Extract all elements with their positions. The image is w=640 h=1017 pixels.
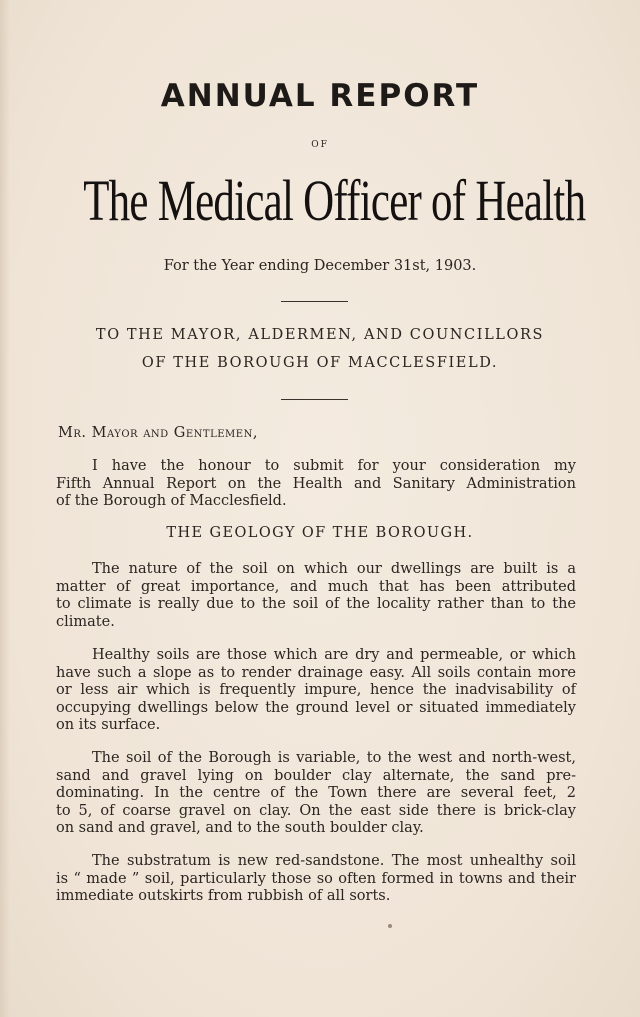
paragraph-borough-soil bbox=[56, 750, 576, 838]
paragraph-line: The substratum is new red-sandstone. The most unhealthy soil bbox=[92, 853, 576, 869]
paragraph-line: matter of great importance, and much that has been attributed bbox=[56, 578, 576, 595]
paragraph-substratum bbox=[56, 853, 576, 906]
divider-rule-bottom bbox=[281, 399, 348, 400]
salutation: Mr. Mayor and Gentlemen, bbox=[58, 425, 258, 441]
report-title: ANNUAL REPORT bbox=[160, 78, 480, 114]
paragraph-line: to 5, of coarse gravel on clay. On the east side there is brick-clay bbox=[56, 802, 576, 819]
address-line-1: TO THE MAYOR, ALDERMEN, AND COUNCILLORS bbox=[95, 327, 545, 343]
page-edge-shadow bbox=[0, 0, 10, 1017]
paragraph-line: immediate outskirts from rubbish of all sorts. bbox=[56, 888, 391, 904]
paragraph-line: dominating. In the centre of the Town there are several feet, 2 bbox=[56, 785, 576, 801]
of-label: OF bbox=[311, 140, 329, 150]
paragraph-line: on its surface. bbox=[56, 717, 161, 733]
paragraph-line: on sand and gravel, and to the south boulder clay. bbox=[56, 820, 424, 836]
intro-paragraph bbox=[56, 458, 576, 511]
section-title: THE GEOLOGY OF THE BOROUGH. bbox=[166, 525, 474, 541]
paragraph-line: have such a slope as to render drainage easy. All soils contain more bbox=[56, 664, 576, 681]
address-line-2: OF THE BOROUGH OF MACCLESFIELD. bbox=[141, 355, 499, 371]
intro-line: of the Borough of Macclesfield. bbox=[56, 493, 287, 509]
paragraph-line: Healthy soils are those which are dry and permeable, or which bbox=[92, 647, 576, 663]
intro-line: I have the honour to submit for your consideration my bbox=[92, 458, 576, 474]
paragraph-soil-importance bbox=[56, 561, 576, 631]
paragraph-healthy-soils bbox=[56, 647, 576, 735]
paragraph-line: or less air which is frequently impure, hence the inadvisability of bbox=[56, 682, 576, 698]
paragraph-line: sand and gravel lying on boulder clay alternate, the sand pre- bbox=[56, 767, 576, 784]
paragraph-line: to climate is really due to the soil of the locality rather than to the bbox=[56, 596, 576, 612]
page-mark bbox=[388, 924, 392, 928]
paragraph-line: The nature of the soil on which our dwellings are built is a bbox=[92, 561, 576, 577]
intro-line: Fifth Annual Report on the Health and Sanitary Administration bbox=[56, 475, 576, 492]
year-line: For the Year ending December 31st, 1903. bbox=[163, 258, 477, 274]
paragraph-line: The soil of the Borough is variable, to the west and north-west, bbox=[92, 750, 576, 766]
paragraph-line: occupying dwellings below the ground level or situated immediately bbox=[56, 699, 576, 716]
divider-rule-top bbox=[281, 301, 348, 302]
paragraph-line: climate. bbox=[56, 613, 115, 630]
medical-officer-heading: The Medical Officer of Health bbox=[83, 168, 586, 233]
paragraph-line: is “ made ” soil, particularly those so often formed in towns and their bbox=[56, 870, 576, 887]
